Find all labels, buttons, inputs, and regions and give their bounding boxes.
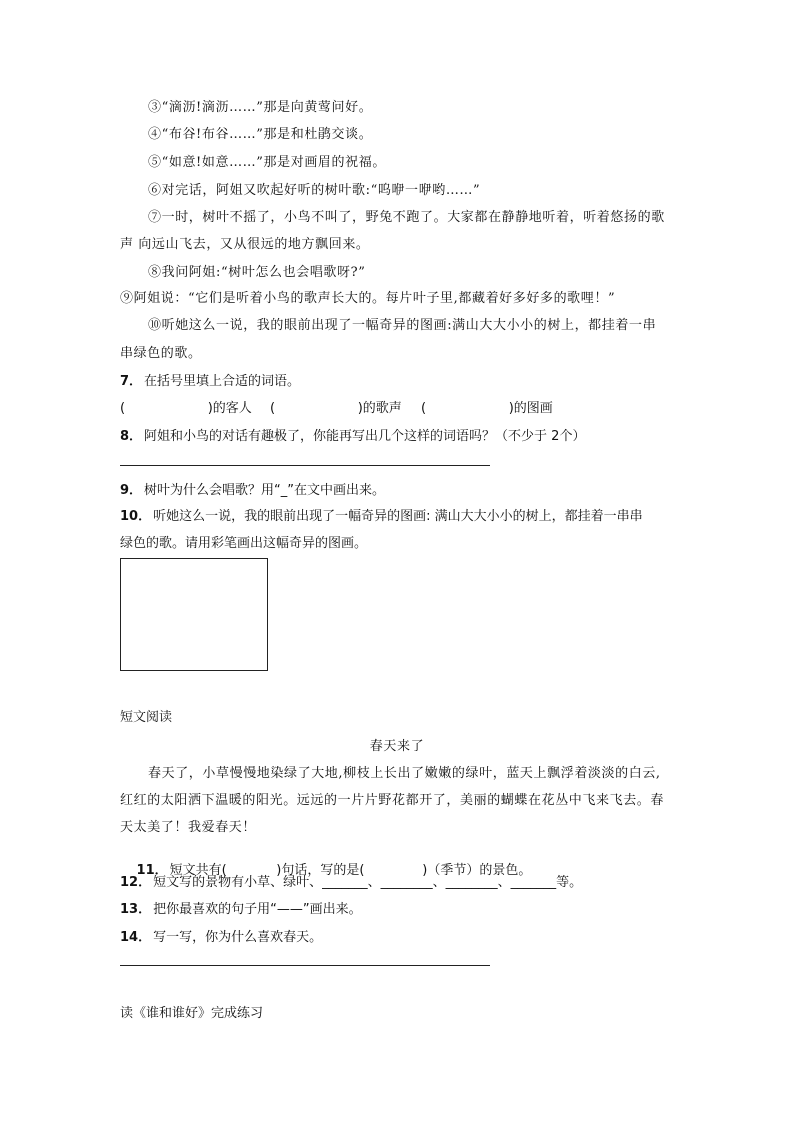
section-heading: 短文阅读 bbox=[120, 710, 173, 725]
question-text[interactable]: 短文写的景物有小草、绿叶、_______、________、________、_______等。 bbox=[153, 875, 583, 890]
passage-paragraph-4: ④“布谷!布谷……”那是和杜鹃交谈。 bbox=[148, 127, 373, 142]
question-text: 在括号里填上合适的词语。 bbox=[144, 374, 301, 389]
question-text[interactable]: 短文共有( )句话，写的是( )（季节）的景色。 bbox=[169, 863, 532, 878]
question-number: 10． bbox=[120, 509, 152, 524]
question-13 bbox=[120, 898, 362, 917]
question-text: 听她这么一说，我的眼前出现了一幅奇异的图画: 满山大大小小的树上，都挂着一串串 bbox=[153, 509, 643, 524]
q8-answer-line[interactable] bbox=[120, 465, 490, 466]
passage-paragraph-7-line1: ⑦一时，树叶不摇了，小鸟不叫了，野兔不跑了。大家都在静静地听着，听着悠扬的歌 bbox=[148, 210, 665, 225]
q7-blank-song[interactable]: ( )的歌声 bbox=[270, 401, 402, 416]
question-text: 阿姐和小鸟的对话有趣极了，你能再写出几个这样的词语吗？（不少于 2个） bbox=[144, 429, 586, 444]
question-number: 11． bbox=[136, 863, 168, 878]
q7-blank-picture[interactable]: ( )的图画 bbox=[421, 401, 553, 416]
passage-paragraph-10-line1: ⑩听她这么一说，我的眼前出现了一幅奇异的图画:满山大大小小的树上，都挂着一串 bbox=[148, 318, 657, 333]
q14-answer-line[interactable] bbox=[120, 965, 490, 966]
question-text: 把你最喜欢的句子用“——”画出来。 bbox=[153, 902, 362, 917]
passage-paragraph-10-line2: 串绿色的歌。 bbox=[120, 346, 202, 361]
question-10-line1 bbox=[120, 505, 643, 524]
question-number: 7． bbox=[120, 374, 143, 389]
article-line-3: 天太美了！我爱春天！ bbox=[120, 820, 257, 835]
passage-paragraph-3: ③“滴沥!滴沥……”那是向黄莺问好。 bbox=[148, 100, 373, 115]
question-9 bbox=[120, 479, 385, 498]
question-12 bbox=[120, 871, 582, 890]
article-line-1: 春天了，小草慢慢地染绿了大地,柳枝上长出了嫩嫩的绿叶，蓝天上飘浮着淡淡的白云, bbox=[148, 766, 661, 781]
question-14 bbox=[120, 926, 322, 945]
passage-paragraph-5: ⑤“如意!如意……”那是对画眉的祝福。 bbox=[148, 155, 386, 170]
question-text: 写一写，你为什么喜欢春天。 bbox=[153, 930, 323, 945]
question-10-line2: 绿色的歌。请用彩笔画出这幅奇异的图画。 bbox=[120, 536, 368, 551]
article-title: 春天来了 bbox=[369, 739, 425, 754]
section-heading-3: 读《谁和谁好》完成练习 bbox=[120, 1006, 264, 1021]
question-number: 14． bbox=[120, 930, 152, 945]
passage-paragraph-7-line2: 声 向远山飞去，又从很远的地方飘回来。 bbox=[120, 237, 370, 252]
drawing-box[interactable] bbox=[120, 558, 268, 671]
question-number: 12． bbox=[120, 875, 152, 890]
q7-blank-guest[interactable]: ( )的客人 bbox=[120, 401, 252, 416]
passage-paragraph-9: ⑨阿姐说：“它们是听着小鸟的歌声长大的。每片叶子里,都藏着好多好多的歌哩！” bbox=[120, 291, 616, 306]
article-line-2: 红红的太阳洒下温暖的阳光。远远的一片片野花都开了，美丽的蝴蝶在花丛中飞来飞去。春 bbox=[120, 793, 665, 808]
question-text: 树叶为什么会唱歌？用“_”在文中画出来。 bbox=[144, 483, 386, 498]
question-number: 9． bbox=[120, 483, 143, 498]
question-7 bbox=[120, 370, 300, 389]
question-number: 13． bbox=[120, 902, 152, 917]
question-8 bbox=[120, 425, 585, 444]
passage-paragraph-8: ⑧我问阿姐:“树叶怎么也会唱歌呀?” bbox=[148, 265, 366, 280]
passage-paragraph-6: ⑥对完话，阿姐又吹起好听的树叶歌:“呜咿一咿哟……” bbox=[148, 183, 481, 198]
question-number: 8． bbox=[120, 429, 143, 444]
